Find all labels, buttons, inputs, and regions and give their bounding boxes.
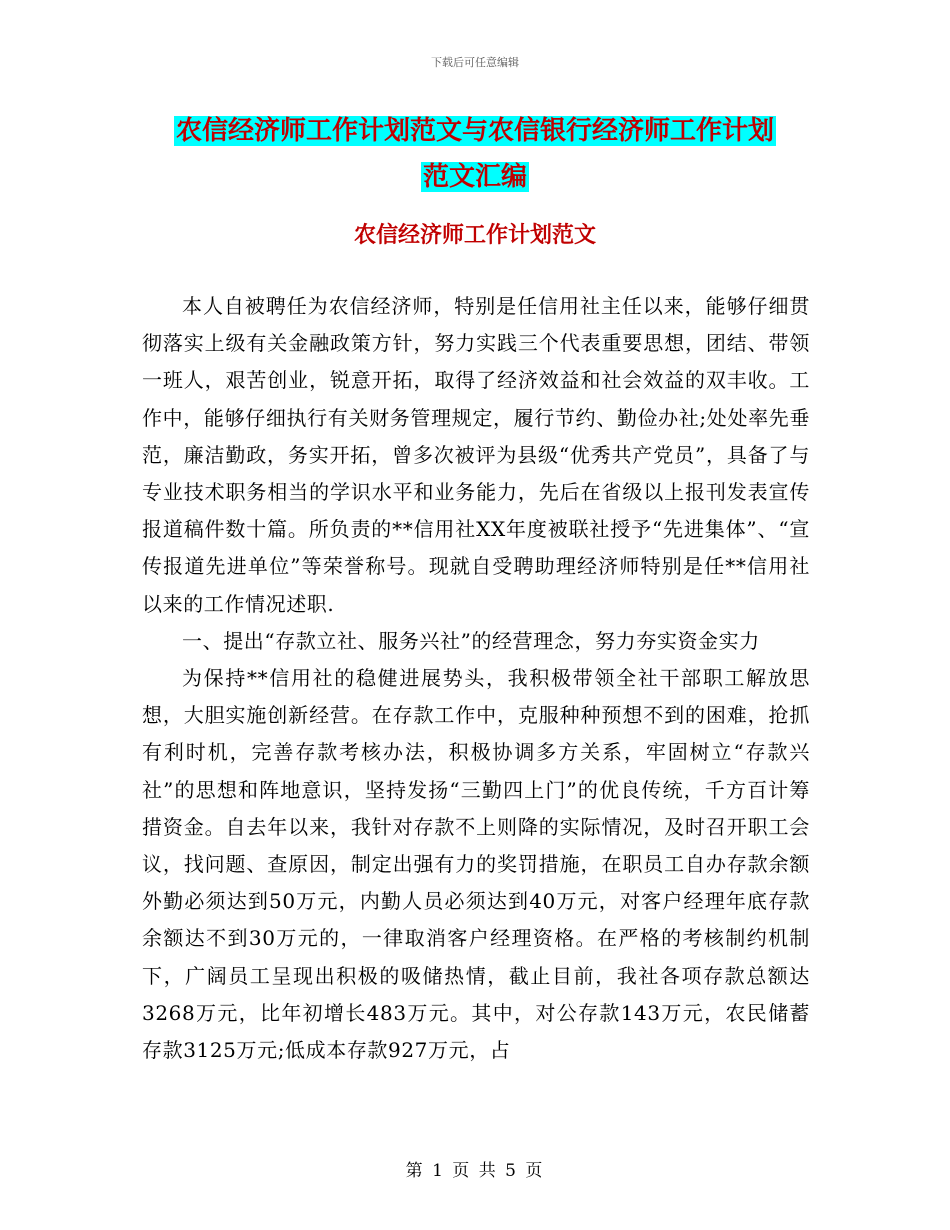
paragraph-deposit-work: 为保持**信用社的稳健进展势头，我积极带领全社干部职工解放思想，大胆实施创新经营。在存款工作中，克服种种预想不到的困难，抢抓有利时机，完善存款考核办法，积极协调多方关系，牢固树立“存款兴社”的思想和阵地意识，坚持发扬“三勤四上门”的优良传统，千方百计筹措资金。自去年以来，我针对存款不上则降的实际情况，及时召开职工会议，找问题、查原因，制定出强有力的奖罚措施，在职员工自办存款余额外勤必须达到50万元，内勤人员必须达到40万元，对客户经理年底存款余额达不到30万元的，一律取消客户经理资格。在严格的考核制约机制下，广阔员工呈现出积极的吸储热情，截止目前，我社各项存款总额达3268万元，比年初增长483万元。其中，对公存款143万元，农民储蓄存款3125万元;低成本存款927万元，占	[142, 666, 810, 1063]
section-title: 农信经济师工作计划范文	[353, 223, 596, 248]
document-title	[140, 108, 810, 200]
body-text	[142, 288, 810, 1069]
page-footer: 第 1 页 共 5 页	[405, 1161, 545, 1181]
document-title-line1: 农信经济师工作计划范文与农信银行经济师工作计划	[175, 116, 774, 146]
paragraph-intro: 本人自被聘任为农信经济师，特别是任信用社主任以来，能够仔细贯彻落实上级有关金融政策方针，努力实践三个代表重要思想，团结、带领一班人，艰苦创业，锐意开拓，取得了经济效益和社会效益的双丰收。工作中，能够仔细执行有关财务管理规定，履行节约、勤俭办社;处处率先垂范，廉洁勤政，务实开拓，曾多次被评为县级“优秀共产党员”，具备了与专业技术职务相当的学识水平和业务能力，先后在省级以上报刊发表宣传报道稿件数十篇。所负责的**信用社XX年度被联社授予“先进集体”、“宣传报道先进单位”等荣誉称号。现就自受聘助理经济师特别是任**信用社以来的工作情况述职.	[142, 294, 810, 616]
paragraph-heading-one: 一、提出“存款立社、服务兴社”的经营理念，努力夯实资金实力	[182, 628, 760, 653]
header-note: 下载后可任意编辑	[431, 56, 519, 69]
document-title-line2: 范文汇编	[422, 162, 527, 192]
